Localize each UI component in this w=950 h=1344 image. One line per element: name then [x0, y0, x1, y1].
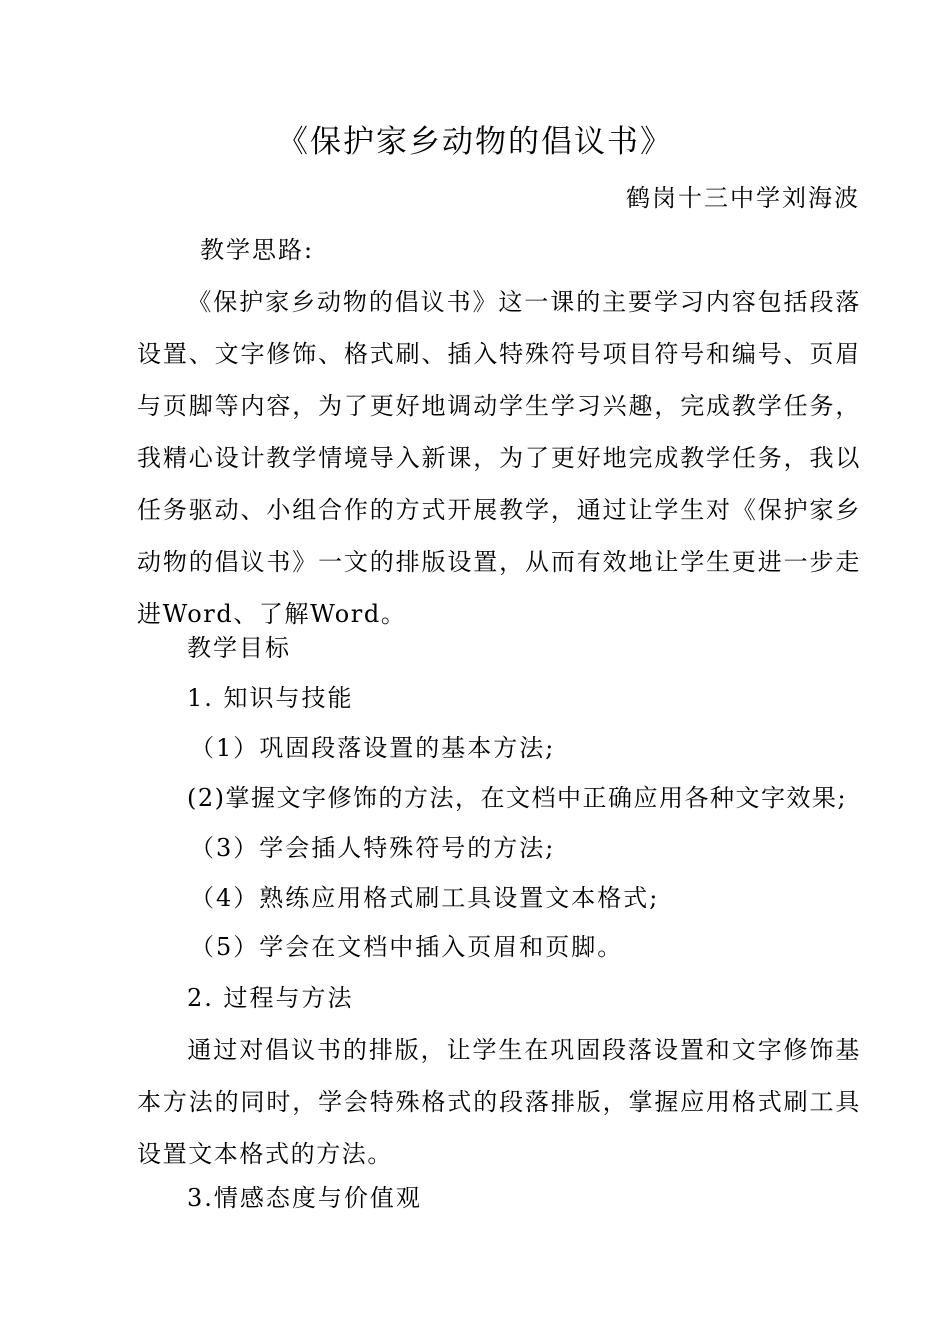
- goal1-item-4: （4）熟练应用格式刷工具设置文本格式;: [190, 884, 660, 912]
- goal1-heading: 1. 知识与技能: [187, 684, 354, 712]
- goal1-item-5: （5）学会在文档中插入页眉和页脚。: [190, 933, 624, 961]
- goal2-heading: 2. 过程与方法: [187, 984, 354, 1012]
- goal1-item-1: （1）巩固段落设置的基本方法;: [190, 734, 556, 762]
- thinking-heading: 教学思路:: [200, 236, 315, 264]
- goals-heading: 教学目标: [187, 634, 291, 662]
- goal3-heading: 3.情感态度与价值观: [187, 1184, 422, 1212]
- goal1-item-3: （3）学会插人特殊符号的方法;: [190, 834, 556, 862]
- goal1-item-2: (2)掌握文字修饰的方法，在文档中正确应用各种文字效果;: [187, 784, 848, 812]
- document-title: 《保护家乡动物的倡议书》: [277, 124, 673, 160]
- thinking-paragraph: 《保护家乡动物的倡议书》这一课的主要学习内容包括段落设置、文字修饰、格式刷、插入特殊符号项目符号和编号、页眉与页脚等内容，为了更好地调动学生学习兴趣，完成教学任务，我精心设计教学情境导入新课，为了更好地完成教学任务，我以任务驱动、小组合作的方式开展教学，通过让学生对《保护家乡动物的倡议书》一文的排版设置，从而有效地让学生更进一步走进Word、了解Word。: [137, 288, 861, 628]
- document-author: 鹤岗十三中学刘海波: [626, 184, 860, 212]
- goal2-paragraph: 通过对倡议书的排版，让学生在巩固段落设置和文字修饰基本方法的同时，学会特殊格式的段落排版，掌握应用格式刷工具设置文本格式的方法。: [137, 1036, 861, 1168]
